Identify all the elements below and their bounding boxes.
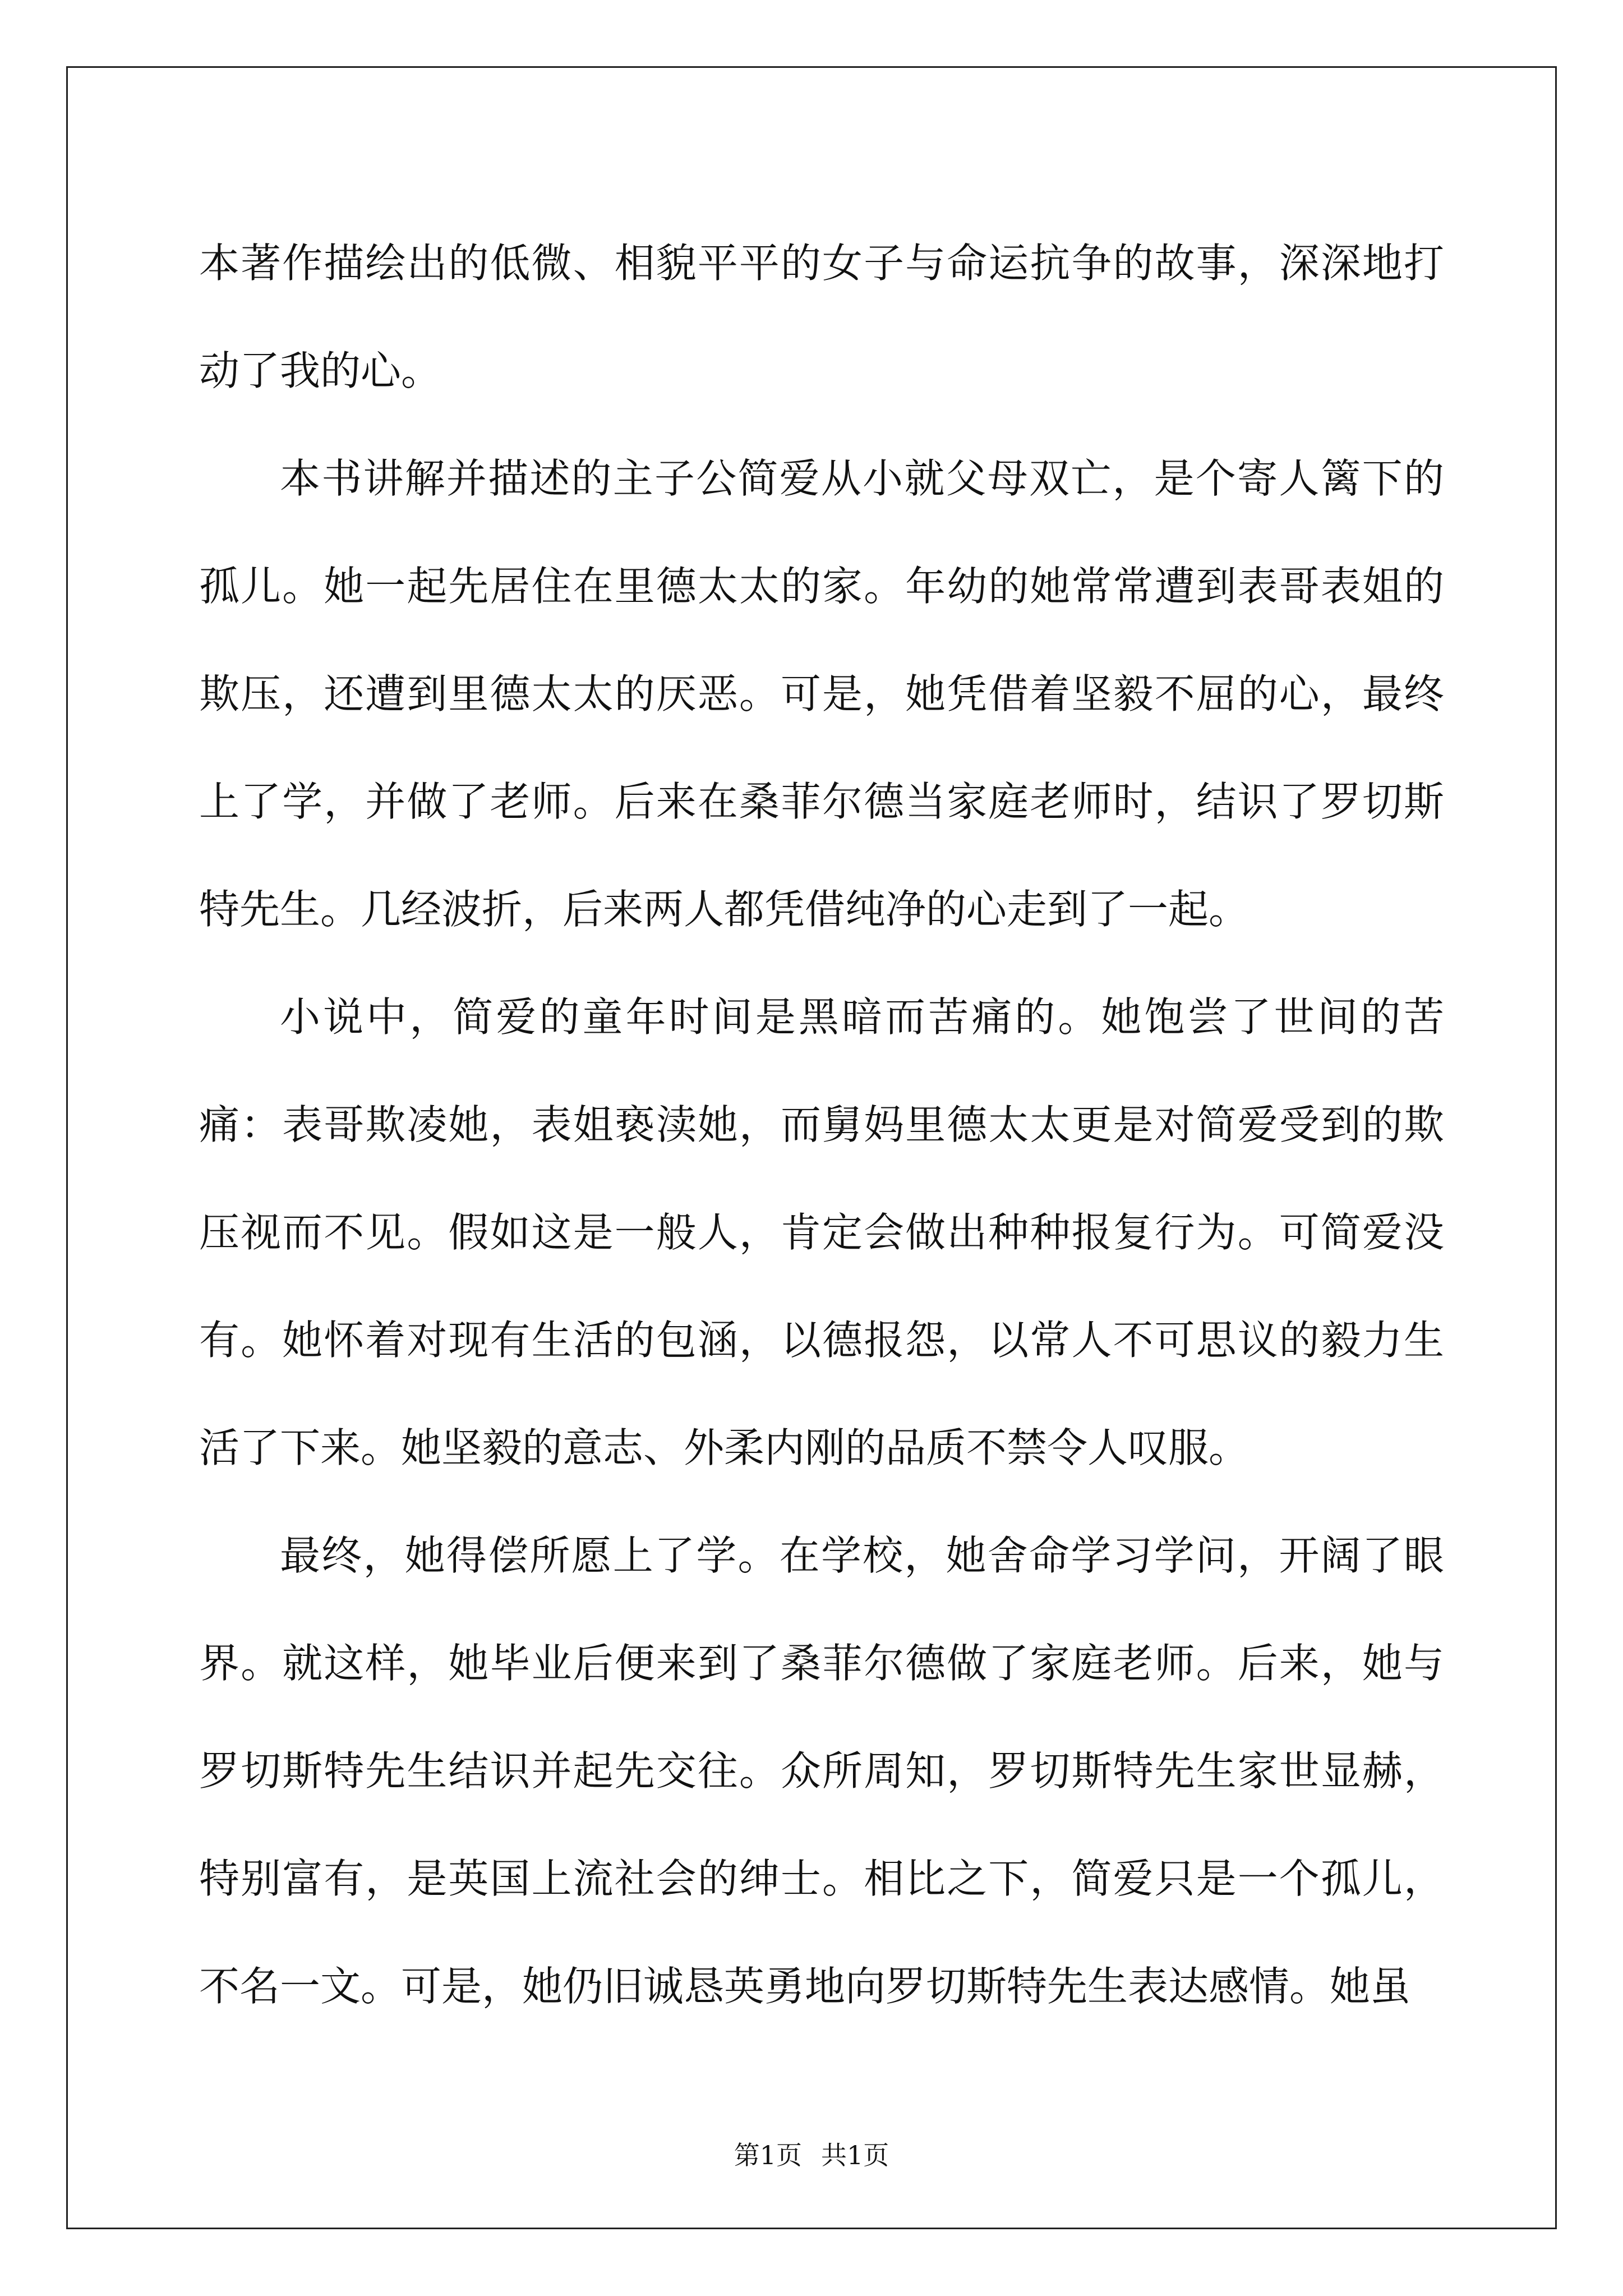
page-total: 共1页 [821, 2140, 889, 2170]
paragraph-2: 本书讲解并描述的主子公简爱从小就父母双亡，是个寄人篱下的孤儿。她一起先居住在里德太太的家。年幼的她常常遭到表哥表姐的欺压，还遭到里德太太的厌恶。可是，她凭借着坚毅不屈的心，最终上了学，并做了老师。后来在桑菲尔德当家庭老师时，结识了罗切斯特先生。几经波折，后来两人都凭借纯净的心走到了一起。 [199, 455, 1444, 933]
page-number: 第1页 [734, 2140, 802, 2170]
paragraph-4: 最终，她得偿所愿上了学。在学校，她舍命学习学问，开阔了眼界。就这样，她毕业后便来到了桑菲尔德做了家庭老师。后来，她与罗切斯特先生结识并起先交往。众所周知，罗切斯特先生家世显赫，特别富有，是英国上流社会的绅士。相比之下，简爱只是一个孤儿，不名一文。可是，她仍旧诚恳英勇地向罗切斯特先生表达感情。她虽 [199, 1532, 1444, 2010]
paragraph-1: 本著作描绘出的低微、相貌平平的女子与命运抗争的故事，深深地打动了我的心。 [199, 240, 1444, 394]
document-body [199, 209, 1444, 2040]
page-footer [0, 2138, 1623, 2172]
paragraph-3: 小说中，简爱的童年时间是黑暗而苦痛的。她饱尝了世间的苦痛：表哥欺凌她，表姐亵渎她，而舅妈里德太太更是对简爱受到的欺压视而不见。假如这是一般人，肯定会做出种种报复行为。可简爱没有。她怀着对现有生活的包涵，以德报怨，以常人不可思议的毅力生活了下来。她坚毅的意志、外柔内刚的品质不禁令人叹服。 [199, 993, 1444, 1471]
